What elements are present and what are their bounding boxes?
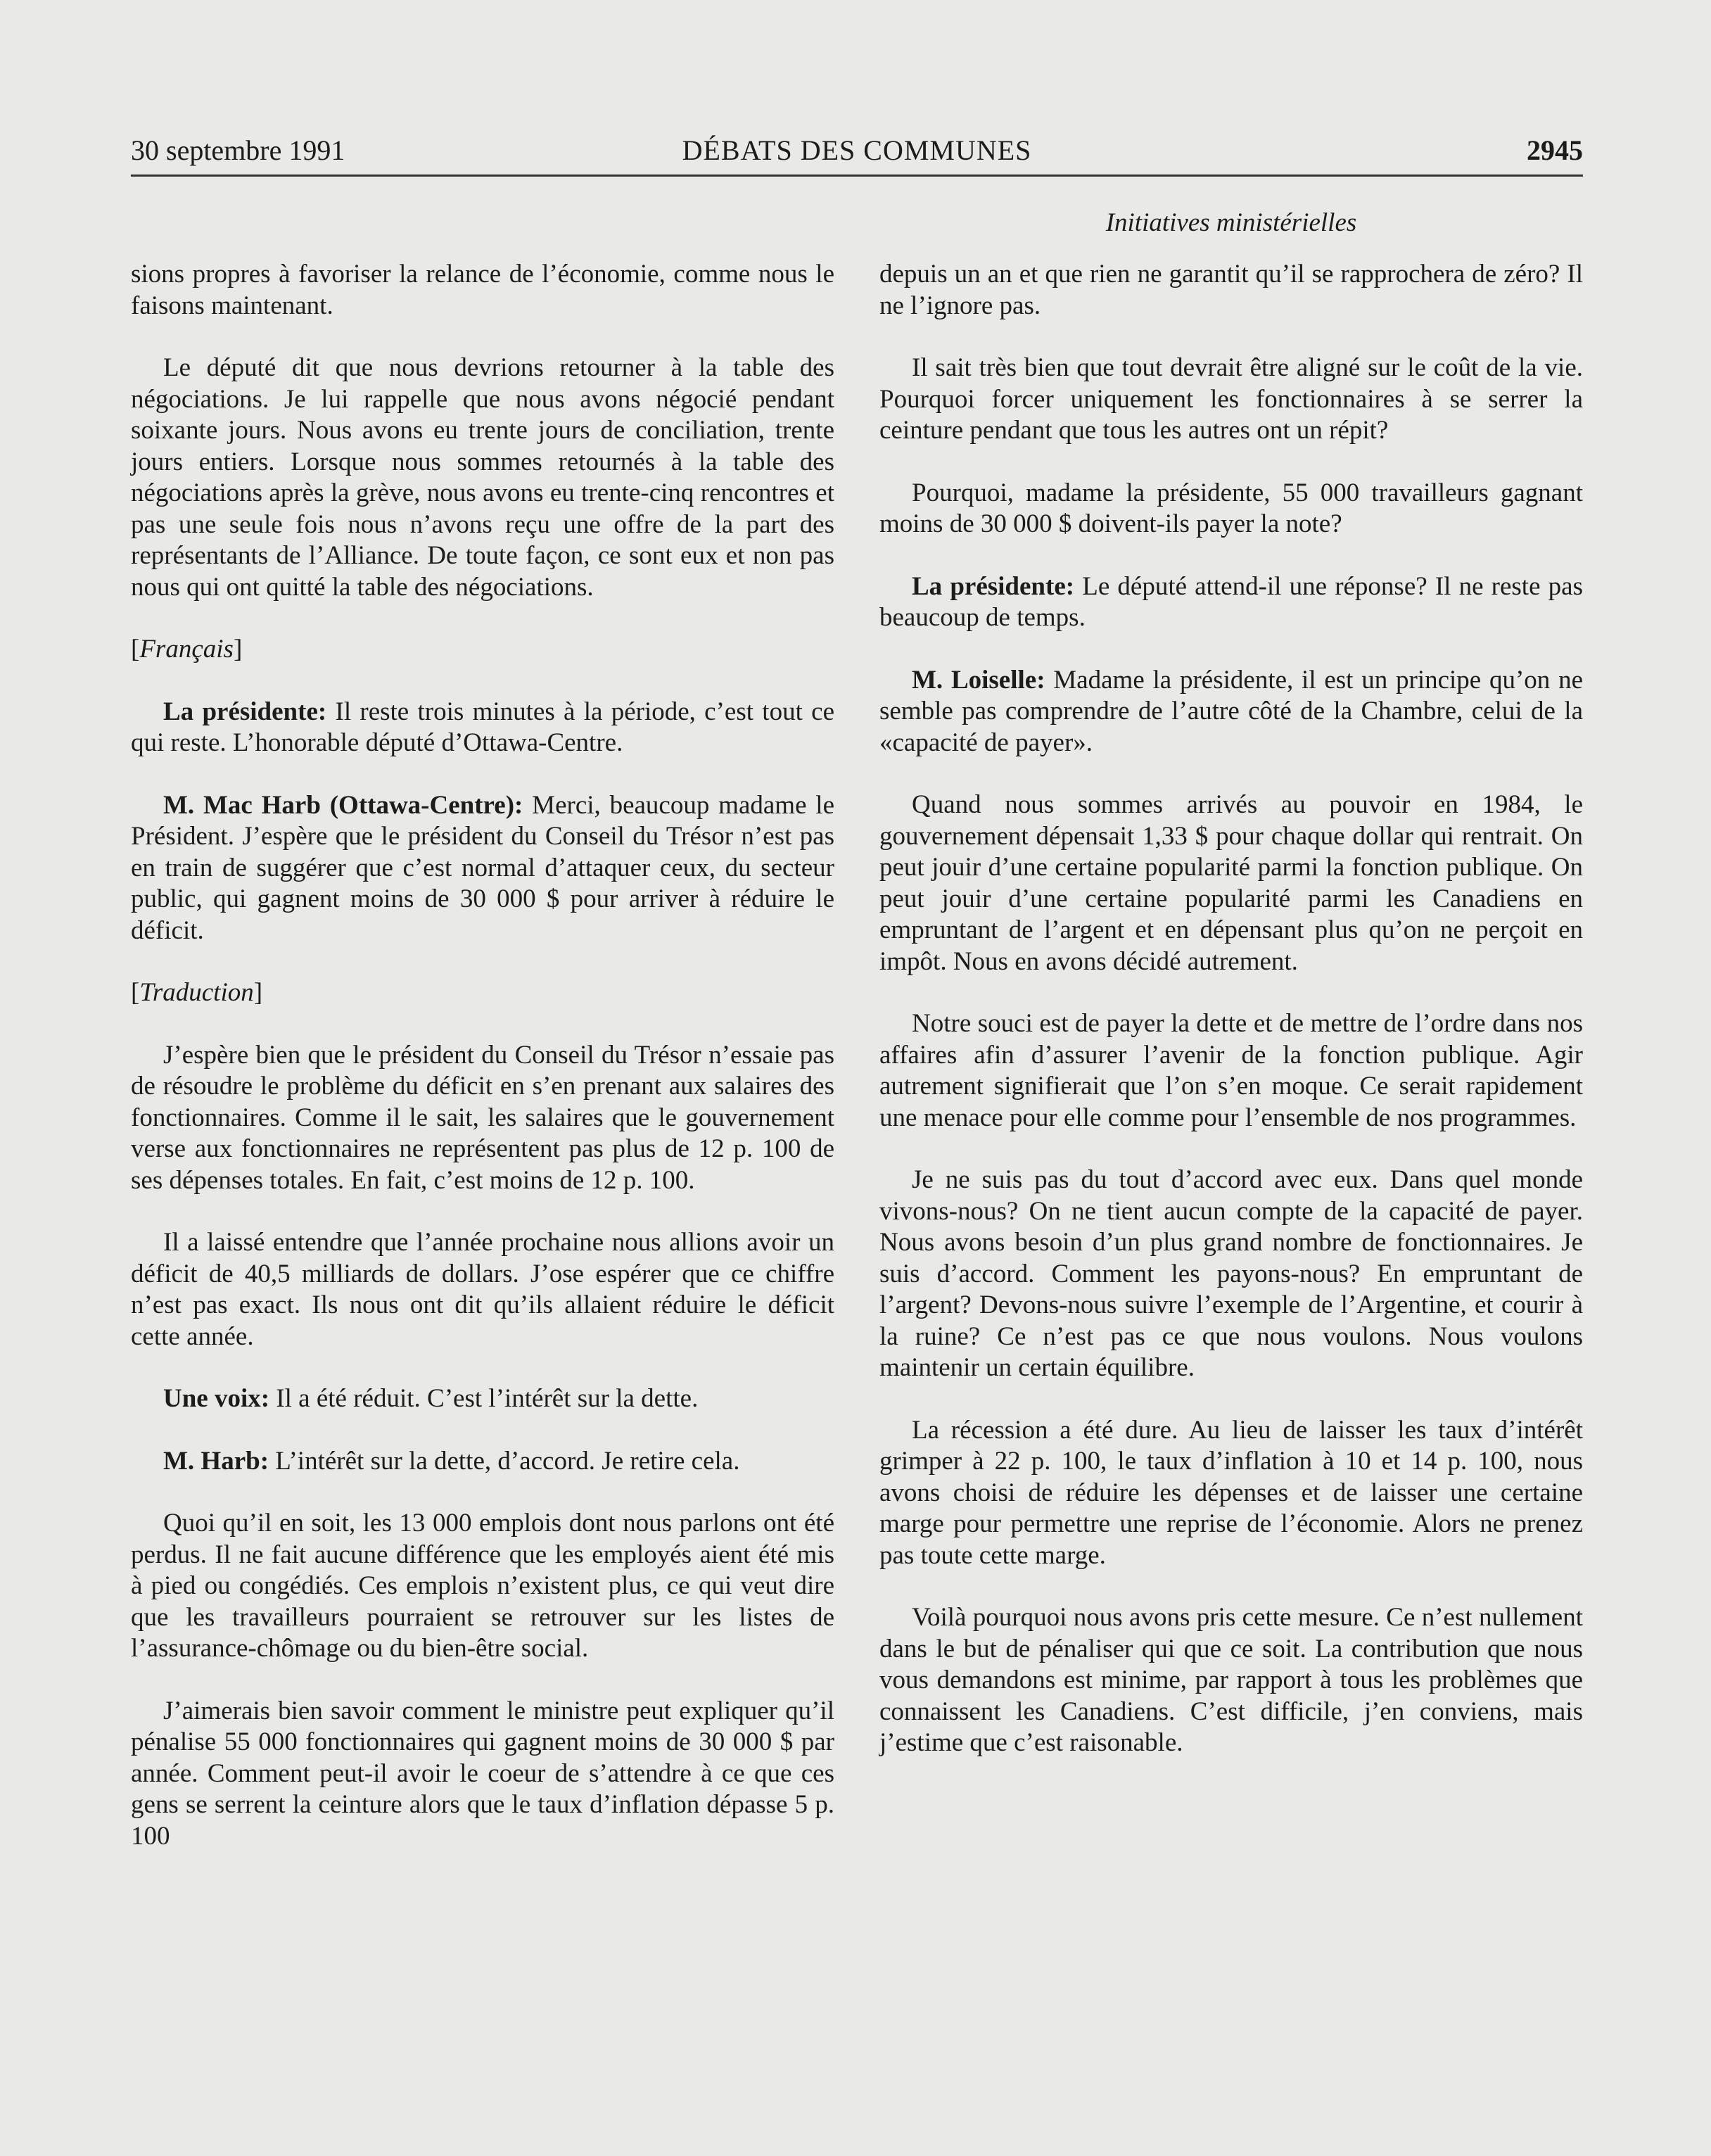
speech-text: Il a été réduit. C’est l’intérêt sur la dette. — [269, 1384, 699, 1413]
continued-paragraph: depuis un an et que rien ne garantit qu’il se rapprochera de zéro? Il ne l’ignore pas. — [879, 260, 1583, 320]
paragraph: Voilà pourquoi nous avons pris cette mesure. Ce n’est nullement dans le but de pénaliser qui que ce soit. La contribution que nous vous demandons est minime, par rapport à tous les problèmes que connaissent les Canadiens. C’est difficile, j’en conviens, mais j’estime que c’est raisonable. — [879, 1603, 1583, 1757]
continued-paragraph: sions propres à favoriser la relance de l’économie, comme nous le faisons maintenant. — [131, 260, 834, 320]
speech-paragraph — [131, 1383, 834, 1415]
language-tag: [Français] — [131, 635, 243, 664]
paragraph: J’espère bien que le président du Conseil du Trésor n’essaie pas de résoudre le problème du déficit en s’en prenant aux salaires des fonctionnaires. Comme il le sait, les salaires que le gouvernement verse aux fonctionnaires ne représentent pas plus de 12 p. 100 de ses dépenses totales. En fait, c’est moins de 12 p. 100. — [131, 1040, 834, 1195]
paragraph: Il a laissé entendre que l’année prochaine nous allions avoir un déficit de 40,5 milliards de dollars. J’ose espérer que ce chiffre n’est pas exact. Ils nous ont dit qu’ils allaient réduire le déficit cette année. — [131, 1228, 834, 1351]
paragraph: Il sait très bien que tout devrait être aligné sur le coût de la vie. Pourquoi forcer uniquement les fonctionnaires à se serrer la ceinture pendant que tous les autres ont un répit? — [879, 353, 1583, 445]
language-tag-text: Traduction — [139, 978, 254, 1007]
paragraph: J’aimerais bien savoir comment le ministre peut expliquer qu’il pénalise 55 000 fonctionnaires qui gagnent moins de 30 000 $ par année. Comment peut-il avoir le coeur de s’attendre à ce que ces gens se serrent la ceinture alors que le taux d’inflation dépasse 5 p. 100 — [131, 1696, 834, 1851]
speech-text: Il reste trois minutes à la période, c’est tout ce qui reste. L’honorable député d’Ottawa-Centre. — [131, 697, 834, 757]
speech-text: Madame la présidente, il est un principe qu’on ne semble pas comprendre de l’autre côté de la Chambre, celui de la «capacité de payer». — [879, 665, 1583, 757]
speech-paragraph — [879, 571, 1583, 634]
speech-paragraph — [131, 1446, 834, 1478]
speaker-name: La présidente: — [163, 697, 327, 726]
left-column — [131, 259, 834, 2039]
header-page-number: 2945 — [1527, 134, 1583, 166]
speech-text: L’intérêt sur la dette, d’accord. Je retire cela. — [269, 1446, 740, 1476]
header-date: 30 septembre 1991 — [131, 134, 345, 166]
paragraph: La récession a été dure. Au lieu de laisser les taux d’intérêt grimper à 22 p. 100, le taux d’inflation à 10 et 14 p. 100, nous avons choisi de réduire les dépenses et de laisser une certaine marge pour permettre une reprise de l’économie. Alors ne prenez pas toute cette marge. — [879, 1415, 1583, 1570]
right-column — [879, 259, 1583, 2039]
section-heading: Initiatives ministérielles — [1105, 208, 1357, 237]
speaker-name: La présidente: — [912, 571, 1075, 601]
language-tag: [Traduction] — [131, 978, 263, 1007]
speaker-name: M. Mac Harb (Ottawa-Centre): — [163, 790, 523, 820]
page-header — [131, 135, 1583, 177]
speech-text: Le député attend-il une réponse? Il ne reste pas beaucoup de temps. — [879, 571, 1583, 632]
speech-paragraph — [131, 697, 834, 759]
speech-text: Merci, beaucoup madame le Président. J’espère que le président du Conseil du Trésor n’est pas en train de suggérer que c’est normal d’attaquer ceux, du secteur public, qui gagnent moins de 30 000 $ pour arriver à réduire le déficit. — [131, 790, 834, 945]
paragraph: Pourquoi, madame la présidente, 55 000 travailleurs gagnant moins de 30 000 $ doivent-ils payer la note? — [879, 478, 1583, 538]
speech-paragraph — [131, 790, 834, 947]
header-title: DÉBATS DES COMMUNES — [682, 134, 1032, 166]
paragraph: Quoi qu’il en soit, les 13 000 emplois dont nous parlons ont été perdus. Il ne fait aucune différence que les employés aient été mis à pied ou congédiés. Ces emplois n’existent plus, ce qui veut dire que les travailleurs pourraient se retrouver sur les listes de l’assurance-chômage ou du bien-être social. — [131, 1509, 834, 1663]
speaker-name: Une voix: — [163, 1384, 270, 1413]
paragraph: Quand nous sommes arrivés au pouvoir en 1984, le gouvernement dépensait 1,33 $ pour chaque dollar qui rentrait. On peut jouir d’une certaine popularité parmi la fonction publique. On peut jouir d’une certaine popularité parmi les Canadiens en empruntant de l’argent et en dépensant plus qu’on ne perçoit en impôt. Nous en avons décidé autrement. — [879, 790, 1583, 976]
paragraph: Je ne suis pas du tout d’accord avec eux. Dans quel monde vivons-nous? On ne tient aucun compte de la capacité de payer. Nous avons besoin d’un plus grand nombre de fonctionnaires. Je suis d’accord. Comment les payons-nous? En empruntant de l’argent? Devons-nous suivre l’exemple de l’Argentine, et courir à la ruine? Ce n’est pas ce que nous voulons. Nous voulons maintenir un certain équilibre. — [879, 1165, 1583, 1382]
speaker-name: M. Loiselle: — [912, 665, 1045, 695]
speech-paragraph — [879, 665, 1583, 759]
speaker-name: M. Harb: — [163, 1446, 269, 1476]
language-tag-text: Français — [139, 635, 234, 664]
paragraph: Notre souci est de payer la dette et de mettre de l’ordre dans nos affaires afin d’assurer l’avenir de la fonction publique. Agir autrement signifierait que l’on s’en moque. Ce serait rapidement une menace pour elle comme pour l’ensemble de nos programmes. — [879, 1009, 1583, 1132]
paragraph: Le député dit que nous devrions retourner à la table des négociations. Je lui rappelle que nous avons négocié pendant soixante jours. Nous avons eu trente jours de conciliation, trente jours entiers. Lorsque nous sommes retournés à la table des négociations après la grève, nous avons eu trente-cinq rencontres et pas une seule fois nous n’avons reçu une offre de la part des représentants de l’Alliance. De toute façon, ce sont eux et non pas nous qui ont quitté la table des négociations. — [131, 353, 834, 602]
